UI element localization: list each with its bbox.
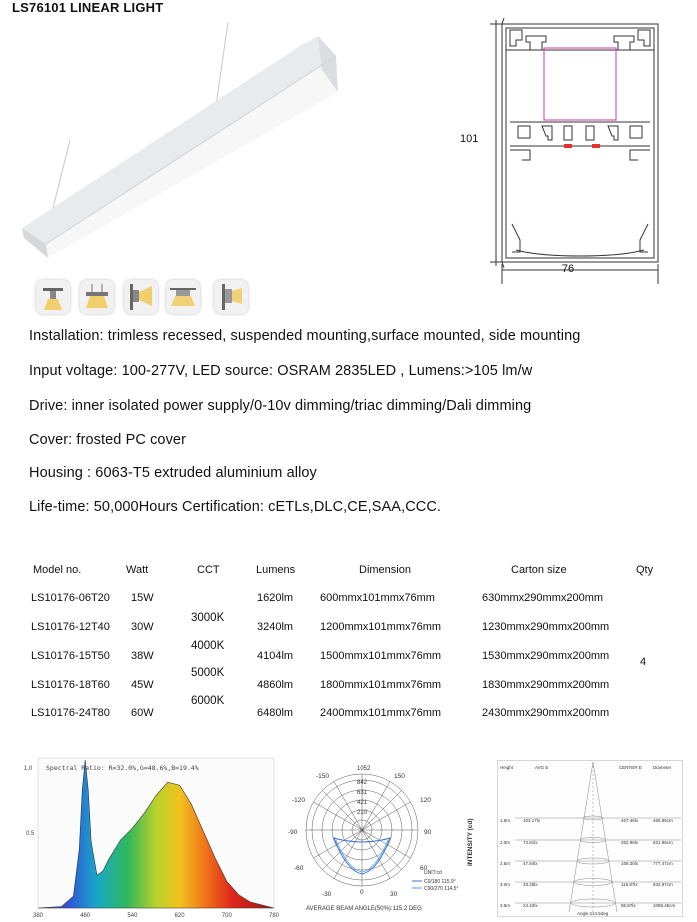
polar-footer: AVERAGE BEAM ANGLE(50%):115.2 DEG [306, 906, 422, 912]
carton-cell: 1530mmx290mmx200mm [482, 650, 610, 662]
cone-avg-e: 47.84lx [523, 861, 538, 866]
cct-value: 4000K [191, 640, 225, 652]
polar-angle-label: 90 [424, 829, 432, 836]
lumens-cell: 1620lm [257, 592, 294, 604]
polar-radial-label: 631 [357, 790, 368, 796]
surface-mount-icon [166, 280, 200, 314]
y-tick-label: 0.5 [26, 831, 35, 837]
model-cell: LS10176-15T50 [31, 650, 110, 662]
cone-avg-e: 74.81lx [523, 840, 538, 845]
table-header-dimension: Dimension [359, 564, 411, 576]
cct-value: 3000K [191, 612, 225, 624]
polar-radial-label: 421 [357, 800, 368, 806]
side-mount-icon [124, 280, 158, 314]
profile-drawing [458, 18, 668, 288]
illuminance-cone-chart [497, 760, 683, 920]
dimension-cell: 600mmx101mmx76mm [320, 592, 435, 604]
cone-header-avg: AVG E [535, 765, 549, 770]
lumens-cell: 6480lm [257, 707, 294, 719]
polar-angle-label: 60 [420, 865, 428, 872]
polar-angle-label: 0 [360, 889, 364, 896]
polar-angle-label: 120 [420, 797, 431, 804]
cone-diameter: 932.97cm [653, 882, 673, 887]
x-tick-label: 380 [33, 913, 44, 919]
polar-legend-c90: C90/270 114.5° [424, 886, 459, 892]
lumens-cell: 4104lm [257, 650, 294, 662]
cone-footer: Angle:114.5deg [577, 911, 609, 916]
cone-center-e: 116.87lx [621, 882, 638, 887]
polar-angle-label: -90 [288, 829, 298, 836]
polar-angle-label: 30 [390, 891, 398, 898]
polar-angle-label: -60 [294, 865, 304, 872]
x-tick-label: 700 [221, 913, 232, 919]
spectrum-chart [24, 756, 278, 920]
product-photo [18, 22, 348, 260]
carton-cell: 2430mmx290mmx200mm [482, 707, 610, 719]
model-cell: LS10176-12T40 [31, 621, 110, 633]
cone-center-e: 467.46lx [621, 818, 639, 823]
watt-cell: 30W [131, 621, 154, 633]
spec-drive: Drive: inner isolated power supply/0-10v dimming/triac dimming/Dali dimming [29, 398, 532, 414]
polar-angle-label: -150 [316, 773, 330, 780]
x-tick-label: 780 [269, 913, 280, 919]
x-tick-label: 620 [174, 913, 185, 919]
polar-radial-label: 210 [357, 810, 368, 816]
y-tick-label: 1.0 [24, 766, 33, 772]
cone-height: 1.5m [500, 818, 511, 823]
polar-angle-label: 150 [394, 773, 405, 780]
profile-width-label: 76 [561, 263, 575, 275]
table-header-watt: Watt [126, 564, 149, 576]
carton-cell: 1230mmx290mmx200mm [482, 621, 610, 633]
cone-height: 3.5m [500, 903, 511, 908]
polar-angle-label: -30 [322, 891, 332, 898]
polar-axis-label: INTENSITY (cd) [467, 818, 474, 866]
model-cell: LS10176-24T80 [31, 707, 110, 719]
product-title: LS76101 LINEAR LIGHT [12, 0, 164, 15]
watt-cell: 38W [131, 650, 154, 662]
carton-cell: 1830mmx290mmx200mm [482, 679, 610, 691]
cone-height: 2.5m [500, 861, 511, 866]
dimension-cell: 1800mmx101mmx76mm [320, 679, 442, 691]
spec-input-voltage: Input voltage: 100-277V, LED source: OSRAM 2835LED , Lumens:>105 lm/w [29, 363, 533, 379]
carton-cell: 630mmx290mmx200mm [482, 592, 604, 604]
cone-diameter: 621.96cm [653, 840, 673, 845]
cone-diameter: 777.47cm [653, 861, 673, 866]
polar-radial-label: 1052 [357, 766, 371, 772]
spectrum-title: Spectral Ratio: R=32.0%,G=48.6%,B=19.4% [46, 764, 199, 772]
cone-center-e: 85.87lx [621, 903, 636, 908]
cone-avg-e: 24.42lx [523, 903, 538, 908]
cone-avg-e: 33.25lx [523, 882, 538, 887]
watt-cell: 45W [131, 679, 154, 691]
cone-diameter: 1088.46cm [653, 903, 676, 908]
table-header-carton: Carton size [511, 564, 567, 576]
lumens-cell: 3240lm [257, 621, 294, 633]
cone-avg-e: 103.17lx [523, 818, 541, 823]
spec-cover: Cover: frosted PC cover [29, 432, 187, 448]
table-header-qty: Qty [636, 564, 654, 576]
polar-legend-c0: C0/180 115.9° [424, 879, 456, 885]
cone-header-height: Height [500, 765, 514, 770]
profile-height-label: 101 [460, 133, 479, 145]
dimension-cell: 2400mmx101mmx76mm [320, 707, 442, 719]
x-tick-label: 540 [127, 913, 138, 919]
recessed-icon [36, 280, 70, 314]
lumens-cell: 4860lm [257, 679, 294, 691]
table-header-lumens: Lumens [256, 564, 296, 576]
watt-cell: 60W [131, 707, 154, 719]
cone-header-diameter: Diameter [653, 765, 672, 770]
cone-height: 2.0m [500, 840, 511, 845]
spec-lifetime: Life-time: 50,000Hours Certification: cETLs,DLC,CE,SAA,CCC. [29, 499, 442, 515]
polar-chart [284, 762, 480, 920]
polar-radial-label: 842 [357, 780, 368, 786]
polar-unit-label: UNIT:cd [424, 870, 442, 876]
spec-housing: Housing : 6063-T5 extruded aluminium alloy [29, 465, 317, 481]
polar-angle-label: -120 [292, 797, 306, 804]
cct-value: 6000K [191, 695, 225, 707]
model-cell: LS10176-06T20 [31, 592, 110, 604]
table-header-model: Model no. [33, 564, 82, 576]
qty-value: 4 [640, 656, 647, 668]
spec-installation: Installation: trimless recessed, suspended mounting,surface mounted, side mounting [29, 328, 581, 344]
suspended-icon [80, 280, 114, 314]
model-cell: LS10176-18T60 [31, 679, 110, 691]
x-tick-label: 460 [80, 913, 91, 919]
cone-header-center: CENTER E [619, 765, 642, 770]
cct-value: 5000K [191, 667, 225, 679]
dimension-cell: 1200mmx101mmx76mm [320, 621, 442, 633]
cone-center-e: 262.96lx [621, 840, 639, 845]
watt-cell: 15W [131, 592, 154, 604]
cone-height: 3.0m [500, 882, 511, 887]
dimension-cell: 1500mmx101mmx76mm [320, 650, 442, 662]
cone-center-e: 168.30lx [621, 861, 639, 866]
wall-mount-icon [214, 280, 248, 314]
cone-diameter: 465.86cm [653, 818, 673, 823]
table-header-cct: CCT [197, 564, 220, 576]
